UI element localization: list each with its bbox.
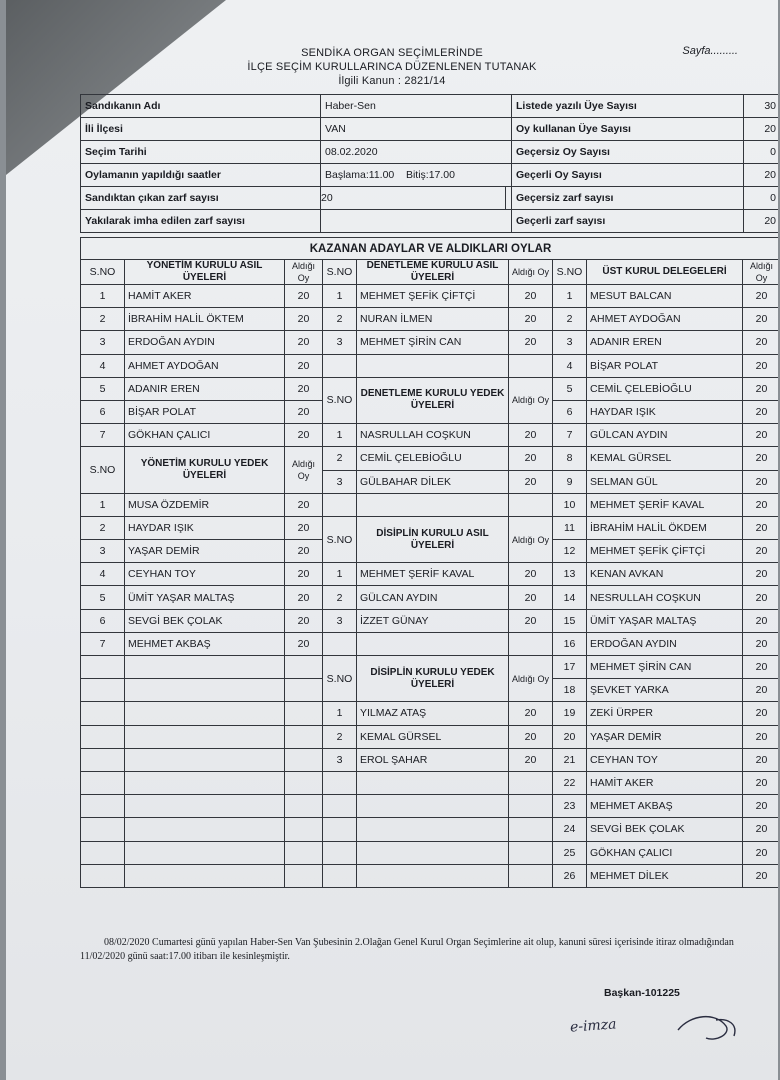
table-cell-number: 21 <box>553 748 587 771</box>
table-cell-number: 20 <box>743 702 779 725</box>
section-header: DENETLEME KURULU ASIL ÜYELERİ <box>357 260 509 285</box>
table-cell-number: 26 <box>553 864 587 887</box>
section-header: YÖNETİM KURULU YEDEK ÜYELERİ <box>125 447 285 493</box>
table-cell-number: 20 <box>743 331 779 354</box>
table-cell-empty <box>357 795 509 818</box>
table-cell-number: 2 <box>323 586 357 609</box>
table-cell-empty <box>81 841 125 864</box>
table-cell-number: 20 <box>743 725 779 748</box>
table-cell-number: 20 <box>743 656 779 679</box>
document-page <box>6 0 778 1080</box>
table-cell-number: S.NO <box>323 260 357 285</box>
table-cell-name: CEYHAN TOY <box>587 748 743 771</box>
info-label: İli İlçesi <box>81 118 321 141</box>
info-value: 20 <box>321 187 506 210</box>
info-value: VAN <box>321 118 512 141</box>
table-cell-number: 20 <box>743 609 779 632</box>
info-value: 0 <box>744 141 779 164</box>
table-cell-number: 20 <box>285 354 323 377</box>
table-cell-number: 20 <box>743 586 779 609</box>
table-cell-number: 20 <box>743 748 779 771</box>
table-row <box>81 864 779 887</box>
table-row <box>81 656 779 679</box>
table-cell-number: 20 <box>743 493 779 516</box>
table-cell-number: 1 <box>323 285 357 308</box>
table-cell-number: 24 <box>553 818 587 841</box>
votes-header: Aldığı Oy <box>743 260 779 285</box>
table-cell-name: ERDOĞAN AYDIN <box>587 632 743 655</box>
info-label: Listede yazılı Üye Sayısı <box>512 95 744 118</box>
table-cell-empty <box>81 771 125 794</box>
table-cell-name: ÜMİT YAŞAR MALTAŞ <box>125 586 285 609</box>
table-cell-name: MEHMET AKBAŞ <box>587 795 743 818</box>
table-row <box>81 586 779 609</box>
table-row <box>81 632 779 655</box>
table-row <box>81 841 779 864</box>
table-cell-number: 20 <box>509 609 553 632</box>
table-cell-number: 2 <box>81 308 125 331</box>
table-cell-number: 13 <box>553 563 587 586</box>
table-cell-number: 20 <box>743 354 779 377</box>
section-header: ÜST KURUL DELEGELERİ <box>587 260 743 285</box>
table-cell-number: 7 <box>81 632 125 655</box>
table-cell-number: 5 <box>553 377 587 400</box>
table-row <box>81 285 779 308</box>
table-cell-number: 1 <box>81 493 125 516</box>
table-cell-name: GÖKHAN ÇALICI <box>587 841 743 864</box>
table-cell-name: CEMİL ÇELEBİOĞLU <box>587 377 743 400</box>
table-cell-empty <box>285 771 323 794</box>
table-cell-name: ŞEVKET YARKA <box>587 679 743 702</box>
table-cell-number: 3 <box>81 540 125 563</box>
table-cell-empty <box>357 632 509 655</box>
table-cell-empty <box>125 656 285 679</box>
table-cell-number: 20 <box>743 540 779 563</box>
end-time: Bitiş:17.00 <box>405 169 455 181</box>
table-cell-name: KEMAL GÜRSEL <box>357 725 509 748</box>
table-cell-number: 20 <box>285 586 323 609</box>
table-cell-empty <box>81 748 125 771</box>
table-cell-number: 8 <box>553 447 587 470</box>
table-cell-number: 20 <box>285 400 323 423</box>
table-cell-number: 9 <box>553 470 587 493</box>
table-cell-empty <box>357 771 509 794</box>
table-cell-name: GÜLCAN AYDIN <box>587 424 743 447</box>
table-cell-name: YAŞAR DEMİR <box>587 725 743 748</box>
start-time: Başlama:11.00 <box>325 169 395 181</box>
table-cell-empty <box>509 771 553 794</box>
table-cell-number: 6 <box>553 400 587 423</box>
table-cell-number: 20 <box>743 795 779 818</box>
info-value: Haber-Sen <box>321 95 512 118</box>
footer-statement: 08/02/2020 Cumartesi günü yapılan Haber-Sen Van Şubesinin 2.Olağan Genel Kurul Organ Seçimlerine ait olup, kanuni süresi içerisinde itiraz olmadığından 11/02/2020 günü saat:17.00 itibarı ile kesinleşmiştir. <box>80 937 734 962</box>
table-cell-name: ADANIR EREN <box>587 331 743 354</box>
table-cell-number: S.NO <box>81 260 125 285</box>
table-cell-name: MEHMET AKBAŞ <box>125 632 285 655</box>
table-cell-number: 5 <box>81 377 125 400</box>
table-cell-number: 20 <box>285 632 323 655</box>
table-cell-name: İZZET GÜNAY <box>357 609 509 632</box>
table-cell-empty <box>323 818 357 841</box>
table-cell-number: 6 <box>81 400 125 423</box>
table-cell-number: 20 <box>553 725 587 748</box>
table-cell-empty <box>285 656 323 679</box>
table-cell-number: 4 <box>81 354 125 377</box>
table-cell-number: 20 <box>285 331 323 354</box>
table-cell-number: 10 <box>553 493 587 516</box>
table-cell-name: MEHMET ŞEFİK ÇİFTÇİ <box>587 540 743 563</box>
table-cell-name: MEHMET DİLEK <box>587 864 743 887</box>
table-cell-empty <box>509 632 553 655</box>
election-info-table <box>80 94 778 233</box>
table-cell-name: HAYDAR IŞIK <box>125 516 285 539</box>
table-cell-number: 23 <box>553 795 587 818</box>
info-label: Oylamanın yapıldığı saatler <box>81 164 321 187</box>
info-value: 20 <box>744 164 779 187</box>
section-header: DENETLEME KURULU YEDEK ÜYELERİ <box>357 377 509 423</box>
table-cell-empty <box>285 702 323 725</box>
table-cell-empty <box>285 841 323 864</box>
info-label: Oy kullanan Üye Sayısı <box>512 118 744 141</box>
info-value: 30 <box>744 95 779 118</box>
table-cell-empty <box>323 493 357 516</box>
table-cell-number: 20 <box>743 400 779 423</box>
table-cell-name: İBRAHİM HALİL ÖKDEM <box>587 516 743 539</box>
table-cell-name: ZEKİ ÜRPER <box>587 702 743 725</box>
table-cell-name: İBRAHİM HALİL ÖKTEM <box>125 308 285 331</box>
table-cell-number: 2 <box>553 308 587 331</box>
table-cell-name: YILMAZ ATAŞ <box>357 702 509 725</box>
table-cell-number: S.NO <box>553 260 587 285</box>
table-cell-empty <box>81 656 125 679</box>
table-row <box>81 331 779 354</box>
table-cell-empty <box>81 864 125 887</box>
table-cell-number: 3 <box>323 470 357 493</box>
table-cell-number: 11 <box>553 516 587 539</box>
info-value <box>321 210 512 233</box>
table-row <box>81 748 779 771</box>
table-cell-name: HAYDAR IŞIK <box>587 400 743 423</box>
table-cell-number: 14 <box>553 586 587 609</box>
table-cell-number: 20 <box>743 632 779 655</box>
heading-line-2: İLÇE SEÇİM KURULLARINCA DÜZENLENEN TUTANAK <box>247 61 537 73</box>
table-cell-name: HAMİT AKER <box>125 285 285 308</box>
votes-header: Aldığı Oy <box>285 447 323 493</box>
table-row <box>81 424 779 447</box>
table-cell-name: EROL ŞAHAR <box>357 748 509 771</box>
table-cell-empty <box>357 354 509 377</box>
table-cell-number: 20 <box>285 540 323 563</box>
table-cell-number: 20 <box>743 447 779 470</box>
president-label: Başkan-101225 <box>604 987 680 999</box>
table-row <box>81 516 779 539</box>
table-cell-number: 20 <box>285 493 323 516</box>
table-cell-name: ERDOĞAN AYDIN <box>125 331 285 354</box>
table-cell-empty <box>285 725 323 748</box>
table-cell-empty <box>509 864 553 887</box>
voting-hours <box>321 164 512 187</box>
table-cell-number: 20 <box>509 748 553 771</box>
results-title: KAZANAN ADAYLAR VE ALDIKLARI OYLAR <box>81 238 779 260</box>
table-cell-name: AHMET AYDOĞAN <box>587 308 743 331</box>
info-value: 08.02.2020 <box>321 141 512 164</box>
table-cell-name: MEHMET ŞİRİN CAN <box>587 656 743 679</box>
info-label: Geçersiz Oy Sayısı <box>512 141 744 164</box>
table-cell-empty <box>323 354 357 377</box>
info-value: 0 <box>744 187 779 210</box>
table-cell-number: 20 <box>285 285 323 308</box>
table-cell-number: 1 <box>553 285 587 308</box>
table-cell-name: NESRULLAH COŞKUN <box>587 586 743 609</box>
heading-line-3: İlgili Kanun : 2821/14 <box>338 75 446 87</box>
table-row <box>81 771 779 794</box>
table-cell-number: 22 <box>553 771 587 794</box>
table-cell-empty <box>125 795 285 818</box>
table-cell-number: 3 <box>81 331 125 354</box>
table-cell-name: MEHMET ŞERİF KAVAL <box>357 563 509 586</box>
table-cell-number: 20 <box>509 725 553 748</box>
table-cell-number: 20 <box>743 563 779 586</box>
table-cell-number: 20 <box>743 516 779 539</box>
table-cell-name: HAMİT AKER <box>587 771 743 794</box>
table-row <box>81 563 779 586</box>
votes-header: Aldığı Oy <box>509 377 553 423</box>
table-cell-number: 7 <box>81 424 125 447</box>
table-cell-name: BİŞAR POLAT <box>587 354 743 377</box>
votes-header: Aldığı Oy <box>285 260 323 285</box>
table-cell-number: 20 <box>509 563 553 586</box>
info-label: Geçerli Oy Sayısı <box>512 164 744 187</box>
table-cell-name: MEHMET ŞEFİK ÇİFTÇİ <box>357 285 509 308</box>
table-cell-number: 20 <box>285 377 323 400</box>
table-cell-number: 1 <box>81 285 125 308</box>
table-cell-empty <box>125 771 285 794</box>
table-cell-number: S.NO <box>323 656 357 702</box>
table-cell-number: 3 <box>323 609 357 632</box>
table-cell-empty <box>285 818 323 841</box>
table-cell-name: MEHMET ŞERİF KAVAL <box>587 493 743 516</box>
table-cell-number: 5 <box>81 586 125 609</box>
table-cell-empty <box>323 841 357 864</box>
document-heading <box>6 46 778 88</box>
table-cell-number: 20 <box>285 563 323 586</box>
table-cell-empty <box>125 725 285 748</box>
table-cell-empty <box>125 679 285 702</box>
table-cell-number: S.NO <box>81 447 125 493</box>
section-header: YÖNETİM KURULU ASIL ÜYELERİ <box>125 260 285 285</box>
table-cell-number: 4 <box>553 354 587 377</box>
table-cell-name: SEVGİ BEK ÇOLAK <box>587 818 743 841</box>
table-cell-empty <box>357 818 509 841</box>
table-row <box>81 702 779 725</box>
table-cell-number: 20 <box>285 609 323 632</box>
table-cell-number: 1 <box>323 702 357 725</box>
results-table <box>80 237 778 888</box>
table-cell-number: 2 <box>323 308 357 331</box>
table-cell-number: 12 <box>553 540 587 563</box>
table-cell-number: 20 <box>509 586 553 609</box>
e-signature: e-imza <box>569 1016 618 1036</box>
table-cell-empty <box>357 841 509 864</box>
table-cell-empty <box>357 864 509 887</box>
table-cell-empty <box>125 841 285 864</box>
info-label: Yakılarak imha edilen zarf sayısı <box>81 210 321 233</box>
table-cell-empty <box>285 864 323 887</box>
table-cell-number: 20 <box>509 285 553 308</box>
table-cell-number: 3 <box>323 748 357 771</box>
table-cell-empty <box>285 795 323 818</box>
table-cell-empty <box>125 748 285 771</box>
table-cell-empty <box>285 748 323 771</box>
table-cell-number: S.NO <box>323 516 357 562</box>
table-cell-empty <box>509 354 553 377</box>
table-cell-number: 20 <box>743 679 779 702</box>
table-cell-empty <box>81 679 125 702</box>
table-cell-name: YAŞAR DEMİR <box>125 540 285 563</box>
table-cell-number: 20 <box>285 424 323 447</box>
table-cell-name: GÖKHAN ÇALICI <box>125 424 285 447</box>
table-cell-number: 20 <box>509 331 553 354</box>
table-cell-empty <box>285 679 323 702</box>
votes-header: Aldığı Oy <box>509 260 553 285</box>
table-cell-name: SEVGİ BEK ÇOLAK <box>125 609 285 632</box>
info-label: Sandıkanın Adı <box>81 95 321 118</box>
table-cell-number: 17 <box>553 656 587 679</box>
table-cell-number: 2 <box>323 725 357 748</box>
table-cell-name: MUSA ÖZDEMİR <box>125 493 285 516</box>
table-row <box>81 818 779 841</box>
table-cell-name: CEYHAN TOY <box>125 563 285 586</box>
table-row <box>81 377 779 400</box>
table-cell-number: 20 <box>743 308 779 331</box>
table-cell-name: BİŞAR POLAT <box>125 400 285 423</box>
table-cell-number: 20 <box>509 447 553 470</box>
table-cell-number: 2 <box>323 447 357 470</box>
table-cell-number: 20 <box>743 864 779 887</box>
table-cell-number: 20 <box>509 424 553 447</box>
section-header: DİSİPLİN KURULU YEDEK ÜYELERİ <box>357 656 509 702</box>
table-cell-name: NURAN İLMEN <box>357 308 509 331</box>
table-cell-empty <box>125 818 285 841</box>
table-cell-number: 3 <box>323 331 357 354</box>
table-cell-number: 20 <box>285 516 323 539</box>
table-cell-number: 20 <box>509 308 553 331</box>
table-cell-empty <box>323 795 357 818</box>
table-cell-number: 3 <box>553 331 587 354</box>
table-cell-name: MEHMET ŞİRİN CAN <box>357 331 509 354</box>
table-cell-number: 20 <box>509 702 553 725</box>
table-cell-empty <box>323 864 357 887</box>
table-row <box>81 725 779 748</box>
table-row <box>81 795 779 818</box>
table-cell-number: 18 <box>553 679 587 702</box>
table-cell-empty <box>125 864 285 887</box>
table-cell-number: 4 <box>81 563 125 586</box>
table-cell-name: KENAN AVKAN <box>587 563 743 586</box>
table-cell-empty <box>323 632 357 655</box>
table-row <box>81 447 779 470</box>
table-cell-number: 7 <box>553 424 587 447</box>
table-row <box>81 308 779 331</box>
table-cell-name: GÜLBAHAR DİLEK <box>357 470 509 493</box>
table-cell-number: 20 <box>509 470 553 493</box>
table-cell-number: 20 <box>743 285 779 308</box>
results-title-row <box>81 238 779 260</box>
table-cell-number: 19 <box>553 702 587 725</box>
table-cell-number: 6 <box>81 609 125 632</box>
table-cell-empty <box>509 818 553 841</box>
table-cell-number: 16 <box>553 632 587 655</box>
info-value: 20 <box>744 118 779 141</box>
table-cell-number: 20 <box>743 841 779 864</box>
section-header: DİSİPLİN KURULU ASIL ÜYELERİ <box>357 516 509 562</box>
table-cell-empty <box>81 795 125 818</box>
table-cell-empty <box>509 493 553 516</box>
table-cell-number: 20 <box>743 424 779 447</box>
table-cell-number: 20 <box>743 818 779 841</box>
table-cell-empty <box>509 795 553 818</box>
table-cell-number: 1 <box>323 563 357 586</box>
table-cell-number: 2 <box>81 516 125 539</box>
info-label: Sandıktan çıkan zarf sayısı <box>81 187 321 210</box>
table-cell-empty <box>357 493 509 516</box>
table-cell-name: SELMAN GÜL <box>587 470 743 493</box>
table-cell-number: 25 <box>553 841 587 864</box>
votes-header: Aldığı Oy <box>509 656 553 702</box>
table-cell-empty <box>81 818 125 841</box>
table-cell-name: AHMET AYDOĞAN <box>125 354 285 377</box>
table-cell-number: 20 <box>743 377 779 400</box>
table-cell-empty <box>81 702 125 725</box>
table-cell-number: 20 <box>285 308 323 331</box>
table-cell-empty <box>125 702 285 725</box>
table-cell-name: MESUT BALCAN <box>587 285 743 308</box>
info-value: 20 <box>744 210 779 233</box>
page-number-label: Sayfa......... <box>682 45 738 57</box>
table-cell-name: CEMİL ÇELEBİOĞLU <box>357 447 509 470</box>
info-label: Geçerli zarf sayısı <box>512 210 744 233</box>
table-cell-name: NASRULLAH COŞKUN <box>357 424 509 447</box>
table-cell-number: 20 <box>743 470 779 493</box>
table-cell-empty <box>509 841 553 864</box>
table-cell-name: ÜMİT YAŞAR MALTAŞ <box>587 609 743 632</box>
table-cell-name: KEMAL GÜRSEL <box>587 447 743 470</box>
table-row <box>81 493 779 516</box>
votes-header: Aldığı Oy <box>509 516 553 562</box>
table-cell-number: 1 <box>323 424 357 447</box>
table-cell-number: 15 <box>553 609 587 632</box>
table-row <box>81 354 779 377</box>
table-cell-empty <box>81 725 125 748</box>
heading-line-1: SENDİKA ORGAN SEÇİMLERİNDE <box>301 47 483 59</box>
info-label: Seçim Tarihi <box>81 141 321 164</box>
results-body <box>81 238 779 888</box>
table-cell-empty <box>323 771 357 794</box>
table-cell-name: ADANIR EREN <box>125 377 285 400</box>
table-cell-name: GÜLCAN AYDIN <box>357 586 509 609</box>
table-row <box>81 609 779 632</box>
table-cell-number: S.NO <box>323 377 357 423</box>
info-label: Geçersiz zarf sayısı <box>512 187 744 210</box>
table-cell-number: 20 <box>743 771 779 794</box>
